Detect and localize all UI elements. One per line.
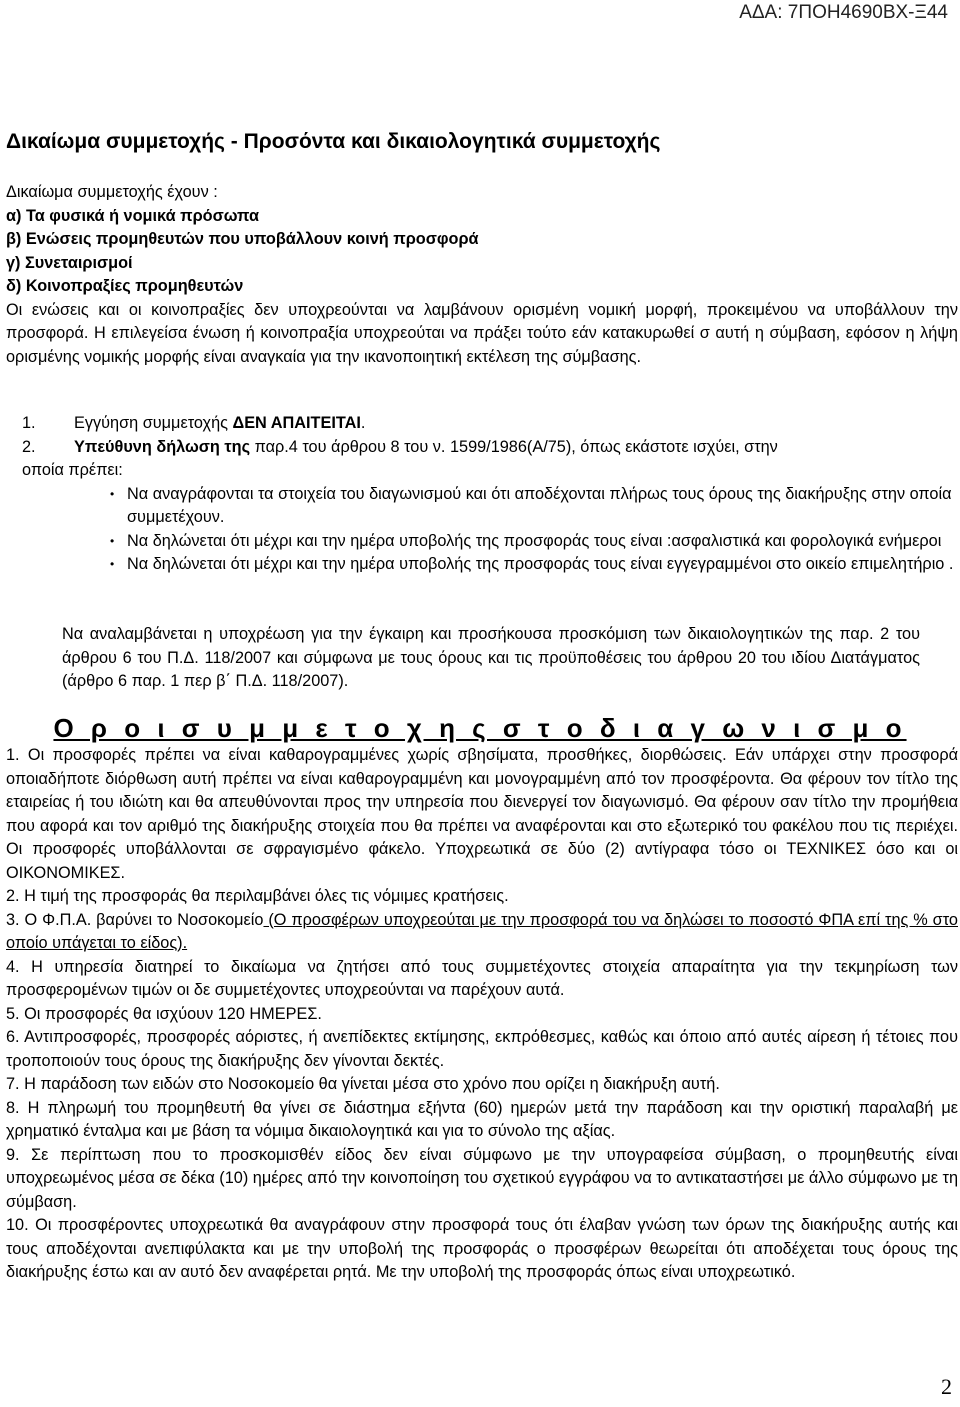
- term-7: 7. Η παράδοση των ειδών στο Νοσοκομείο θα γίνεται μέσα στο χρόνο που ορίζει η διακήρυξη αυτή.: [6, 1075, 720, 1093]
- term-3: [6, 909, 958, 956]
- page-number: 2: [941, 1374, 952, 1399]
- list-item: γ) Συνεταιρισμοί: [6, 253, 133, 272]
- not-required-text: ΔΕΝ ΑΠΑΙΤΕΙΤΑΙ: [232, 414, 361, 432]
- list-item: β) Ενώσεις προμηθευτών που υποβάλλουν κοινή προσφορά: [6, 230, 479, 248]
- bullet-item: • Να δηλώνεται ότι μέχρι και την ημέρα υποβολής της προσφοράς τους είναι εγγεγραμμένοι στο οικείο επιμελητήριο .: [127, 553, 958, 577]
- terms-list: [6, 744, 958, 1285]
- declaration-law: παρ.4 του άρθρου 8 του ν. 1599/1986(Α/75), όπως εκάστοτε ισχύει, στην: [250, 437, 778, 456]
- guarantee-label: Εγγύηση συμμετοχής: [74, 414, 233, 432]
- terms-heading: Ο ρ ο ι σ υ μ μ ε τ ο χ η ς σ τ ο δ ι α γ ω ν ι σ μ ο: [53, 713, 907, 743]
- declaration-label: Υπεύθυνη δήλωση της: [74, 437, 251, 456]
- declaration-bullets: [22, 483, 958, 577]
- ada-code: ΑΔΑ: 7ΠΟΗ4690ΒΧ-Ξ44: [739, 2, 948, 23]
- term-5: 5. Οι προσφορές θα ισχύουν 120 ΗΜΕΡΕΣ.: [6, 1004, 322, 1023]
- obligation-paragraph: Να αναλαμβάνεται η υποχρέωση για την έγκαιρη και προσήκουσα προσκόμιση των δικαιολογητικών της παρ. 2 του άρθρου 6 του Π.Δ. 118/2007 και σύμφωνα με τους όρους και τις προϋποθέσεις του άρθρου 20 του ιδίου Διατάγματος (άρθρο 6 παρ. 1 περ β΄ Π.Δ. 118/2007).: [62, 625, 920, 690]
- term-10: 10. Οι προσφέροντες υποχρεωτικά θα αναγράφουν στην προσφορά τους ότι έλαβαν γνώση των όρων της διακήρυξης αυτής και τους αποδέχονται ανεπιφύλακτα και με την υποβολή της προσφοράς ο προσφέρων θεωρείται ότι αποδέχεται τους όρους της διακήρυξης έστω και αν αυτό δεν αναφέρεται ρητά. Με την υποβολή της προσφοράς όπως είναι υποχρεωτικό.: [6, 1216, 958, 1281]
- guarantee-item: [22, 412, 958, 436]
- declaration-text: [74, 436, 778, 460]
- list-item: δ) Κοινοπραξίες προμηθευτών: [6, 277, 244, 295]
- section-title: Δικαίωμα συμμετοχής - Προσόντα και δικαιολογητικά συμμετοχής: [6, 130, 661, 153]
- term-4: 4. Η υπηρεσία διατηρεί το δικαίωμα να ζητήσει από τους συμμετέχοντες στοιχεία απαραίτητα για την τεκμηρίωση των προσφερομένων τιμών οι δε συμμετέχοντες υποχρεούνται να παρέχουν αυτά.: [6, 957, 958, 999]
- term-9: 9. Σε περίπτωση που το προσκομισθέν είδος δεν είναι σύμφωνο με την υπογραφείσα σύμβαση, ο προμηθευτής είναι υποχρεωμένος μέσα σε δέκα (10) ημέρες από την κοινοποίηση του σχετικού εγγράφου να το αντικαταστήσει με άλλο σύμφωνο με τη σύμβαση.: [6, 1145, 958, 1211]
- participation-intro: [6, 181, 958, 369]
- item-number: 1.: [22, 414, 36, 432]
- numbered-requirements: [22, 412, 958, 577]
- item-number: 2.: [22, 437, 36, 456]
- term-8: 8. Η πληρωμή του προμηθευτή θα γίνει σε διάστημα εξήντα (60) ημερών μετά την παράδοση και την οριστική παραλαβή με χρηματικό ένταλμα και με βάση τα νόμιμα δικαιολογητικά και για το σύνολο της αξίας.: [6, 1098, 958, 1140]
- term-1: 1. Οι προσφορές πρέπει να είναι καθαρογραμμένες χωρίς σβησίματα, προσθήκες, διορθώσεις. Εάν υπάρχει στην προσφορά οποιαδήποτε διόρθωση αυτή πρέπει να είναι καθαρογραμμένη και μονογραμμένη από τον προσφέροντα. Θα φέρουν τον τίτλο της εταιρείας ή του ιδιώτη και θα απευθύνονται προς την υπηρεσία που διενεργεί τον διαγωνισμό. Θα φέρουν σαν τίτλο την προμήθεια που αφορά και τον αριθμό της διακήρυξης στοιχεία που θα πρέπει να αναφέρονται και στο εξωτερικό του φακέλου που τις περιέχει. Οι προσφορές υποβάλλονται σε σφραγισμένο φάκελο. Υποχρεωτικά σε δύο (2) αντίγραφα τόσο οι ΤΕΧΝΙΚΕΣ όσο και οι ΟΙΚΟΝΟΜΙΚΕΣ.: [6, 746, 958, 882]
- term-3-underlined: (Ο προσφέρων υποχρεούται με την προσφορά του να δηλώσει το ποσοστό ΦΠΑ επί της % στο οποίο υπάγεται το είδος).: [6, 910, 958, 952]
- term-3-text: 3. Ο Φ.Π.Α. βαρύνει το Νοσοκομείο: [6, 910, 264, 929]
- declaration-item: [22, 436, 958, 460]
- guarantee-text: [74, 412, 365, 436]
- consortium-paragraph: Οι ενώσεις και οι κοινοπραξίες δεν υποχρεούνται να λαμβάνουν ορισμένη νομική μορφή, προκειμένου να υποβάλλουν την προσφορά. Η επιλεγείσα ένωση ή κοινοπραξία υποχρεούται να πράξει τούτο εάν κατακυρωθεί σ αυτή η σύμβαση, εφόσον η λήψη ορισμένης νομικής μορφής είναι αναγκαία για την ικανοποιητική εκτέλεση της σύμβασης.: [6, 300, 958, 366]
- term-2: 2. Η τιμή της προσφοράς θα περιλαμβάνει όλες τις νόμιμες κρατήσεις.: [6, 887, 509, 905]
- term-6: 6. Αντιπροσφορές, προσφορές αόριστες, ή ανεπίδεκτες εκτίμησης, εκπρόθεσμες, καθώς και όποιο από αυτές αίρεση ή τέτοιες που τροποποιούν τους όρους της διακήρυξης δεν γίνονται δεκτές.: [6, 1028, 958, 1070]
- bullet-item: • Να αναγράφονται τα στοιχεία του διαγωνισμού και ότι αποδέχονται πλήρως τους όρους της διακήρυξης στην οποία συμμετέχουν.: [127, 483, 958, 530]
- list-item: α) Τα φυσικά ή νομικά πρόσωπα: [6, 206, 260, 225]
- bullet-item: • Να δηλώνεται ότι μέχρι και την ημέρα υποβολής της προσφοράς τους είναι :ασφαλιστικά και φορολογικά ενήμεροι: [127, 530, 958, 554]
- declaration-continuation: οποία πρέπει:: [22, 461, 123, 479]
- intro-line: Δικαίωμα συμμετοχής έχουν :: [6, 183, 218, 201]
- guarantee-period: .: [360, 414, 366, 432]
